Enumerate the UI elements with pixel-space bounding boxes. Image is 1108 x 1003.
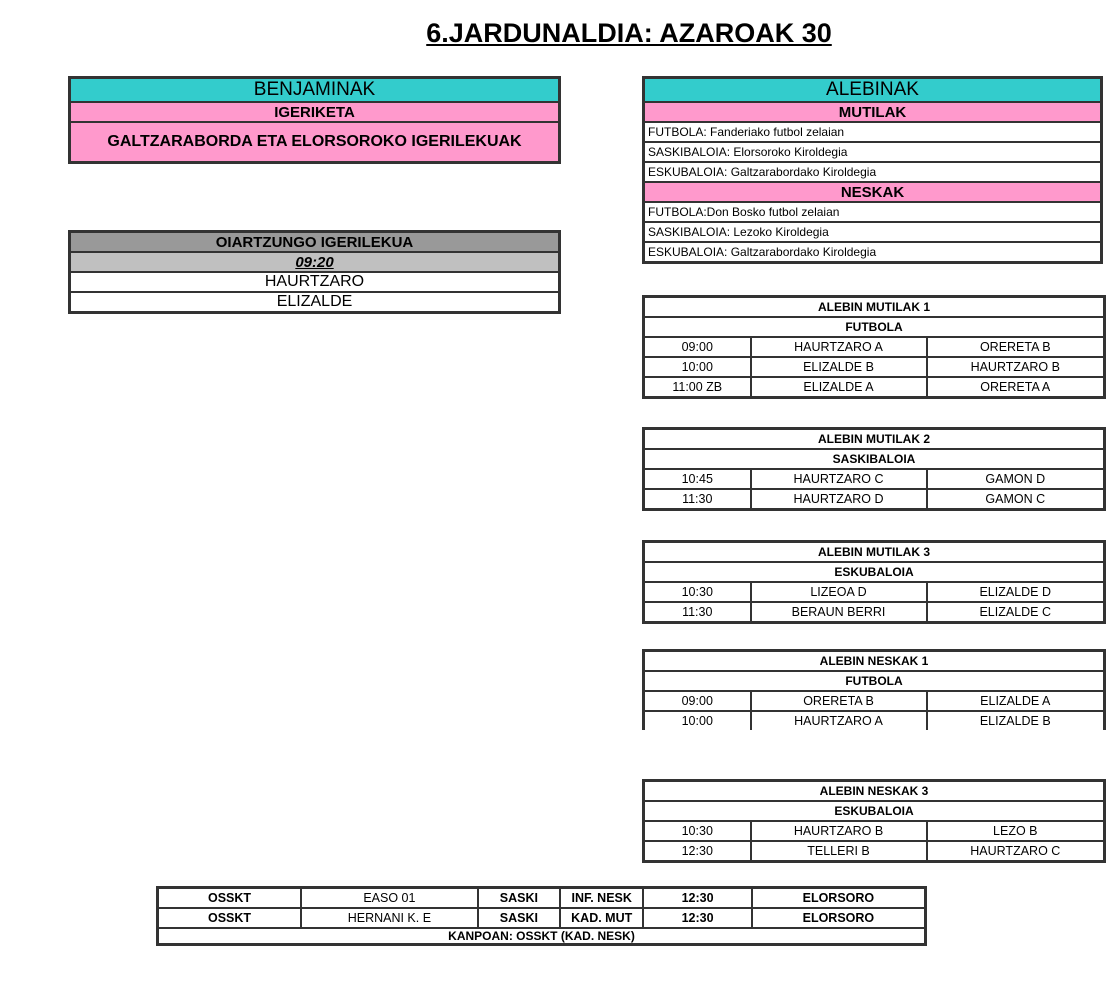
match-sport: FUTBOLA xyxy=(644,671,1105,691)
table-row xyxy=(158,888,926,909)
match-time: 11:30 xyxy=(644,489,751,510)
match-away: ORERETA B xyxy=(927,337,1105,357)
match-away: ELIZALDE B xyxy=(927,711,1105,730)
osskt-opponent: EASO 01 xyxy=(301,888,478,909)
mutilak-venue: FUTBOLA: Fanderiako futbol zelaian xyxy=(644,122,1102,142)
match-time: 09:00 xyxy=(644,337,751,357)
osskt-category: INF. NESK xyxy=(560,888,643,909)
table-row xyxy=(644,691,1105,711)
benjaminak-activity: IGERIKETA xyxy=(70,102,560,122)
benjaminak-table xyxy=(68,76,561,164)
mutilak-venue: ESKUBALOIA: Galtzarabordako Kiroldegia xyxy=(644,162,1102,182)
match-away: HAURTZARO C xyxy=(927,841,1105,862)
osskt-team: OSSKT xyxy=(158,888,302,909)
table-row xyxy=(644,337,1105,357)
match-home: HAURTZARO A xyxy=(751,337,927,357)
alebin-neskak-1-table xyxy=(642,649,1106,730)
match-away: ELIZALDE D xyxy=(927,582,1105,602)
match-title: ALEBIN MUTILAK 2 xyxy=(644,429,1105,450)
neskak-venue: FUTBOLA:Don Bosko futbol zelaian xyxy=(644,202,1102,222)
alebin-mutilak-1-table xyxy=(642,295,1106,399)
match-home: HAURTZARO A xyxy=(751,711,927,730)
oiartzun-table xyxy=(68,230,561,314)
match-home: ELIZALDE B xyxy=(751,357,927,377)
alebinak-header: ALEBINAK xyxy=(644,78,1102,103)
table-row xyxy=(644,821,1105,841)
match-away: HAURTZARO B xyxy=(927,357,1105,377)
page-title xyxy=(0,18,1108,49)
table-row xyxy=(644,489,1105,510)
oiartzun-header: OIARTZUNGO IGERILEKUA xyxy=(70,232,560,253)
match-home: HAURTZARO D xyxy=(751,489,927,510)
osskt-away-note: KANPOAN: OSSKT (KAD. NESK) xyxy=(158,928,926,945)
table-row xyxy=(644,711,1105,730)
osskt-time: 12:30 xyxy=(643,888,751,909)
match-away: ORERETA A xyxy=(927,377,1105,398)
benjaminak-location: GALTZARABORDA ETA ELORSOROKO IGERILEKUAK xyxy=(70,122,560,163)
match-title: ALEBIN NESKAK 3 xyxy=(644,781,1105,802)
osskt-sport: SASKI xyxy=(478,888,560,909)
table-row xyxy=(158,908,926,928)
match-title: ALEBIN MUTILAK 1 xyxy=(644,297,1105,318)
benjaminak-header: BENJAMINAK xyxy=(70,78,560,103)
match-sport: FUTBOLA xyxy=(644,317,1105,337)
alebin-mutilak-3-table xyxy=(642,540,1106,624)
mutilak-venue: SASKIBALOIA: Elorsoroko Kiroldegia xyxy=(644,142,1102,162)
osskt-venue: ELORSORO xyxy=(752,908,926,928)
match-time: 12:30 xyxy=(644,841,751,862)
match-away: ELIZALDE A xyxy=(927,691,1105,711)
alebin-mutilak-2-table xyxy=(642,427,1106,511)
page-title-text: 6.JARDUNALDIA: AZAROAK 30 xyxy=(426,18,832,48)
table-row xyxy=(644,582,1105,602)
oiartzun-time: 09:20 xyxy=(70,252,560,272)
mutilak-label: MUTILAK xyxy=(644,102,1102,122)
match-home: ORERETA B xyxy=(751,691,927,711)
alebinak-table xyxy=(642,76,1103,264)
match-time: 10:30 xyxy=(644,582,751,602)
match-home: BERAUN BERRI xyxy=(751,602,927,623)
match-home: HAURTZARO B xyxy=(751,821,927,841)
osskt-table xyxy=(156,886,927,946)
match-away: ELIZALDE C xyxy=(927,602,1105,623)
neskak-venue: ESKUBALOIA: Galtzarabordako Kiroldegia xyxy=(644,242,1102,263)
match-time: 11:30 xyxy=(644,602,751,623)
oiartzun-team: HAURTZARO xyxy=(70,272,560,292)
match-home: HAURTZARO C xyxy=(751,469,927,489)
match-sport: ESKUBALOIA xyxy=(644,562,1105,582)
osskt-sport: SASKI xyxy=(478,908,560,928)
osskt-time: 12:30 xyxy=(643,908,751,928)
match-away: GAMON C xyxy=(927,489,1105,510)
match-away: GAMON D xyxy=(927,469,1105,489)
match-time: 10:00 xyxy=(644,357,751,377)
osskt-venue: ELORSORO xyxy=(752,888,926,909)
match-home: ELIZALDE A xyxy=(751,377,927,398)
table-row xyxy=(644,469,1105,489)
match-time: 11:00 ZB xyxy=(644,377,751,398)
match-time: 09:00 xyxy=(644,691,751,711)
table-row xyxy=(644,357,1105,377)
match-time: 10:30 xyxy=(644,821,751,841)
match-time: 10:45 xyxy=(644,469,751,489)
alebin-neskak-3-table xyxy=(642,779,1106,863)
table-row xyxy=(644,377,1105,398)
neskak-label: NESKAK xyxy=(644,182,1102,202)
osskt-opponent: HERNANI K. E xyxy=(301,908,478,928)
match-title: ALEBIN NESKAK 1 xyxy=(644,651,1105,672)
osskt-category: KAD. MUT xyxy=(560,908,643,928)
table-row xyxy=(644,841,1105,862)
match-sport: SASKIBALOIA xyxy=(644,449,1105,469)
osskt-team: OSSKT xyxy=(158,908,302,928)
match-home: LIZEOA D xyxy=(751,582,927,602)
neskak-venue: SASKIBALOIA: Lezoko Kiroldegia xyxy=(644,222,1102,242)
match-home: TELLERI B xyxy=(751,841,927,862)
match-title: ALEBIN MUTILAK 3 xyxy=(644,542,1105,563)
oiartzun-team: ELIZALDE xyxy=(70,292,560,313)
match-sport: ESKUBALOIA xyxy=(644,801,1105,821)
match-away: LEZO B xyxy=(927,821,1105,841)
table-row xyxy=(644,602,1105,623)
match-time: 10:00 xyxy=(644,711,751,730)
